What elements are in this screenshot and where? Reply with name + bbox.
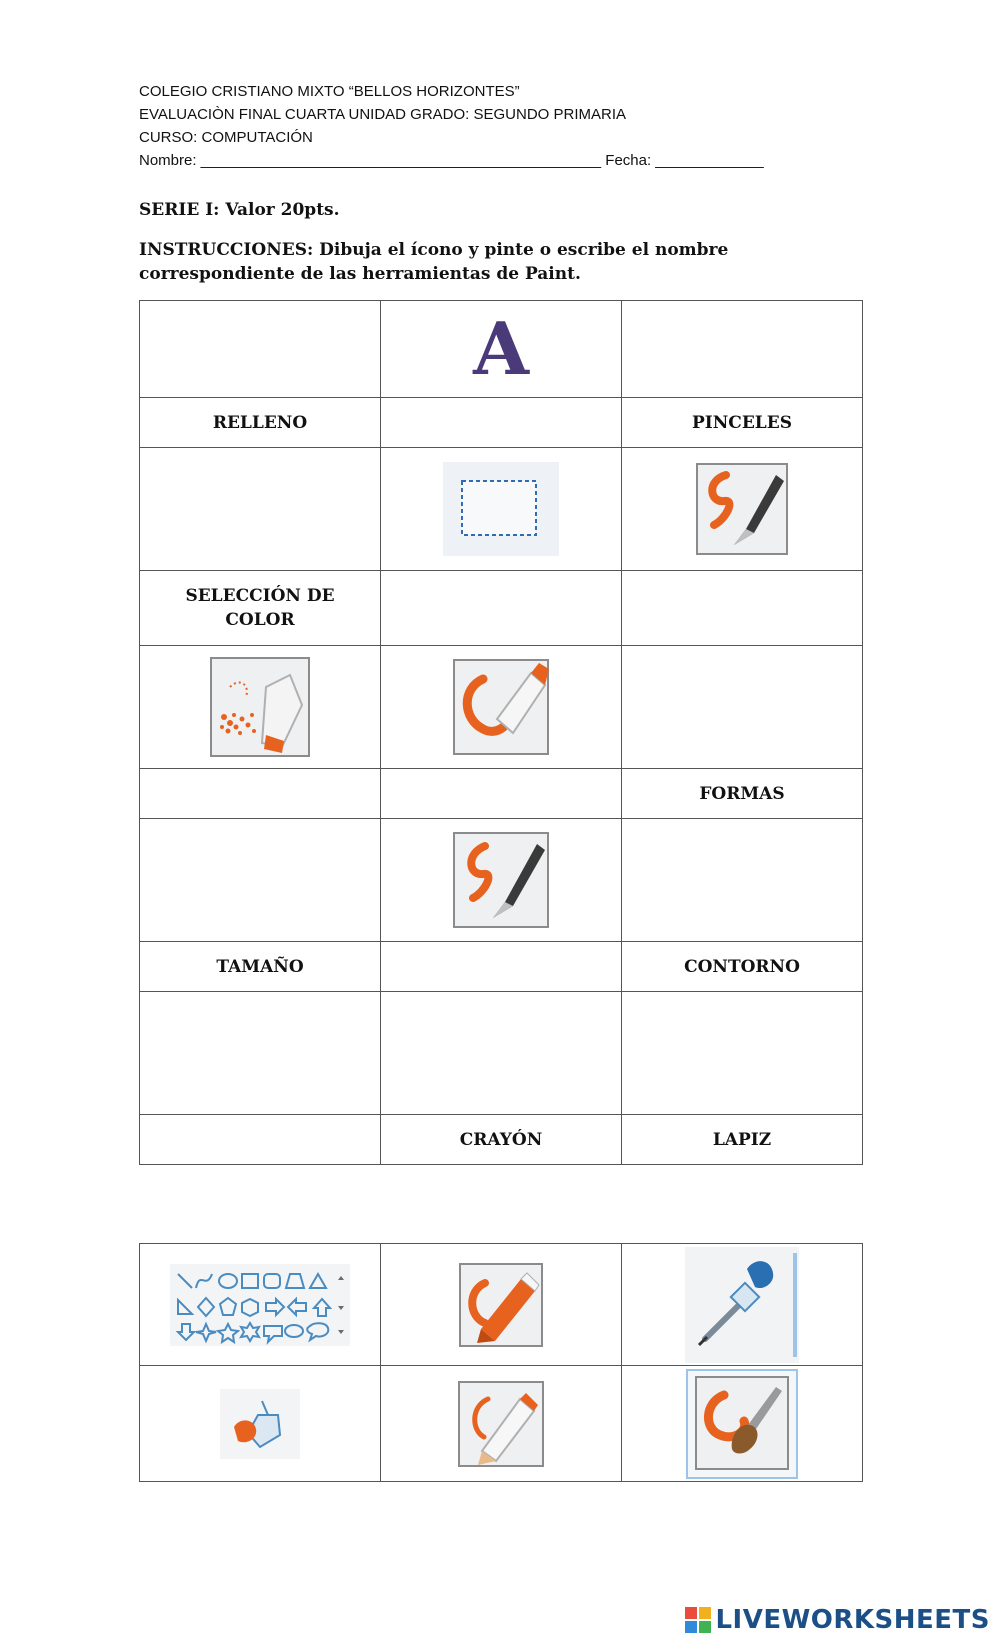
cell-r5c1	[140, 646, 381, 769]
label-formas: FORMAS	[622, 769, 863, 819]
instructions: INSTRUCCIONES: Dibuja el ícono y pinte o escribe el nombre correspondiente de las herramientas de Paint.	[139, 240, 729, 284]
label-lapiz: LAPIZ	[622, 1115, 863, 1165]
pencil-icon[interactable]	[458, 1381, 544, 1467]
select-tool-icon	[443, 462, 559, 556]
icon-bank-cell-3[interactable]	[622, 1244, 863, 1366]
cell-r7c3[interactable]	[622, 819, 863, 942]
cell-r8c2[interactable]	[381, 942, 622, 992]
color-picker-icon[interactable]	[685, 1247, 799, 1363]
icon-bank-cell-6[interactable]	[622, 1366, 863, 1482]
logo-blocks-icon	[685, 1607, 711, 1633]
label-relleno: RELLENO	[140, 398, 381, 448]
airbrush-icon	[210, 657, 310, 757]
fill-bucket-icon[interactable]	[220, 1389, 300, 1459]
cell-r1c1[interactable]	[140, 301, 381, 398]
cell-r5c2	[381, 646, 622, 769]
oil-brush-icon[interactable]	[686, 1369, 798, 1479]
label-crayon: CRAYÓN	[381, 1115, 622, 1165]
logo-text: LIVEWORKSHEETS	[715, 1605, 990, 1635]
shapes-gallery-icon[interactable]	[170, 1264, 350, 1346]
cell-r1c3[interactable]	[622, 301, 863, 398]
cell-r4c3[interactable]	[622, 571, 863, 646]
calligraphy-brush-icon	[696, 463, 788, 555]
cell-r7c1[interactable]	[140, 819, 381, 942]
worksheet-header	[139, 80, 859, 172]
icon-bank-cell-2[interactable]	[381, 1244, 622, 1366]
marker-icon	[453, 659, 549, 755]
icon-bank-table	[139, 1243, 863, 1482]
serie-title: SERIE I: Valor 20pts.	[139, 200, 340, 220]
cell-r9c3[interactable]	[622, 992, 863, 1115]
cell-r6c1[interactable]	[140, 769, 381, 819]
cell-r5c3[interactable]	[622, 646, 863, 769]
cell-r2c2[interactable]	[381, 398, 622, 448]
cell-r6c2[interactable]	[381, 769, 622, 819]
cell-r10c1[interactable]	[140, 1115, 381, 1165]
label-tamano: TAMAÑO	[140, 942, 381, 992]
label-seleccion-color: SELECCIÓN DE COLOR	[140, 571, 381, 646]
main-table	[139, 300, 863, 1165]
name-date-line: Nombre: ________________________________________________ Fecha: _____________	[139, 152, 764, 169]
pen-brush-icon	[453, 832, 549, 928]
liveworksheets-logo	[685, 1605, 990, 1635]
evaluation-line: EVALUACIÒN FINAL CUARTA UNIDAD GRADO: SEGUNDO PRIMARIA	[139, 106, 627, 123]
text-tool-icon: A	[473, 306, 529, 391]
icon-bank-cell-1[interactable]	[140, 1244, 381, 1366]
icon-bank-cell-4[interactable]	[140, 1366, 381, 1482]
cell-r9c1[interactable]	[140, 992, 381, 1115]
cell-r1c2	[381, 301, 622, 398]
cell-r3c3	[622, 448, 863, 571]
course-line: CURSO: COMPUTACIÓN	[139, 129, 313, 146]
crayon-icon[interactable]	[459, 1263, 543, 1347]
label-pinceles: PINCELES	[622, 398, 863, 448]
school-name: COLEGIO CRISTIANO MIXTO “BELLOS HORIZONTES”	[139, 83, 520, 100]
cell-r3c2	[381, 448, 622, 571]
cell-r4c2[interactable]	[381, 571, 622, 646]
cell-r3c1[interactable]	[140, 448, 381, 571]
label-contorno: CONTORNO	[622, 942, 863, 992]
icon-bank-cell-5[interactable]	[381, 1366, 622, 1482]
cell-r9c2[interactable]	[381, 992, 622, 1115]
cell-r7c2	[381, 819, 622, 942]
